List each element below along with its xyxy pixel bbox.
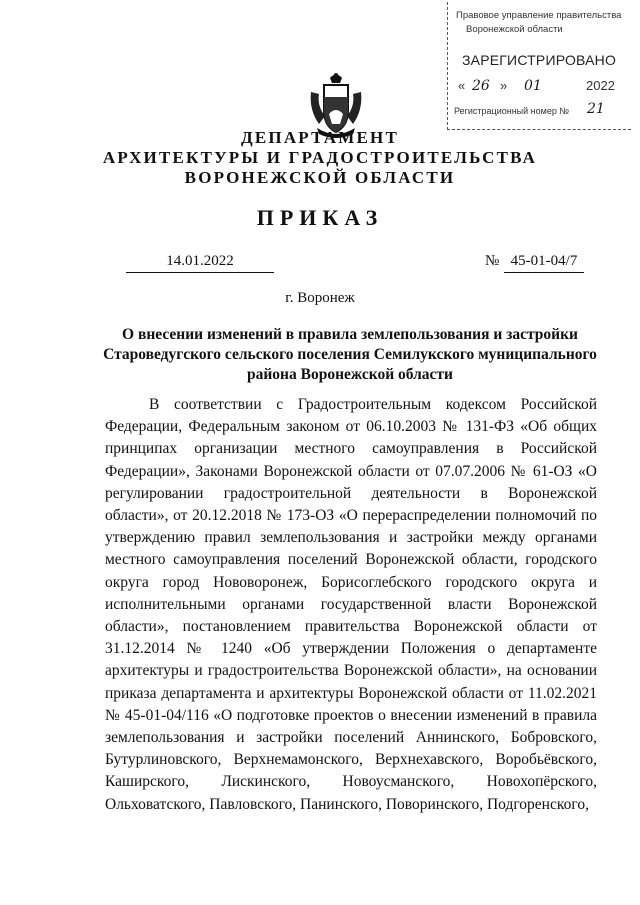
order-number: 45-01-04/7: [504, 253, 584, 273]
order-date: 14.01.2022: [126, 253, 274, 273]
stamp-region-line: Воронежской области: [466, 24, 563, 35]
registration-stamp: Правовое управление правительства Воронежской области ЗАРЕГИСТРИРОВАНО « 26 » 01 2022 Регистрационный номер № 21: [447, 2, 631, 130]
stamp-month: 01: [524, 78, 542, 94]
stamp-reg-label: Регистрационный номер №: [454, 106, 570, 116]
city: г. Воронеж: [285, 290, 355, 306]
stamp-day: 26: [472, 78, 490, 94]
stamp-authority-line: Правовое управление правительства: [456, 10, 622, 21]
stamp-status: ЗАРЕГИСТРИРОВАНО: [462, 52, 617, 68]
order-number-sign: №: [485, 253, 500, 269]
order-body: [105, 394, 597, 816]
document-type: ПРИКАЗ: [256, 205, 384, 230]
stamp-reg-value: 21: [587, 101, 605, 117]
department-title-line-2: АРХИТЕКТУРЫ И ГРАДОСТРОИТЕЛЬСТВА: [102, 148, 538, 167]
stamp-reg-number: [454, 101, 605, 117]
department-title-line-1: ДЕПАРТАМЕНТ: [240, 128, 400, 147]
order-body-text: В соответствии с Градостроительным кодексом Российской Федерации, Федеральным законом от 06.10.2003 № 131-ФЗ «Об общих принципах организации местного самоуправления в Российской Федерации», Законами Воронежской области от 07.07.2006 № 61-ОЗ «О регулировании градостроительной деятельности в Воронежской области», от 20.12.2018 № 173-ОЗ «О перераспределении полномочий по утверждению правил землепользования и застройки между органами местного самоуправления поселений Воронежской области, городского округа город Нововоронеж, Борисоглебского городского округа и исполнительными органами государственной власти Воронежской области», постановлением правительства Воронежской области от 31.12.2014 № 1240 «Об утверждении Положения о департаменте архитектуры и градостроительства Воронежской области», на основании приказа департамента и архитектуры Воронежской области от 11.02.2021 № 45-01-04/116 «О подготовке проектов о внесении изменений в правила землепользования и застройки поселений Аннинского, Бобровского, Бутурлиновского, Верхнемамонского, Верхнехавского, Воробьёвского, Каширского, Лискинского, Новоусманского, Новохопёрского, Ольховатского, Павловского, Панинского, Поворинского, Подгоренского,: [105, 396, 597, 813]
department-title-line-3: ВОРОНЕЖСКОЙ ОБЛАСТИ: [184, 168, 456, 187]
order-subject: О внесении изменений в правила землепользования и застройки Староведугского сельского поселения Семилукского муниципального района Воронежской области: [103, 326, 597, 383]
stamp-year: 2022: [586, 78, 615, 93]
